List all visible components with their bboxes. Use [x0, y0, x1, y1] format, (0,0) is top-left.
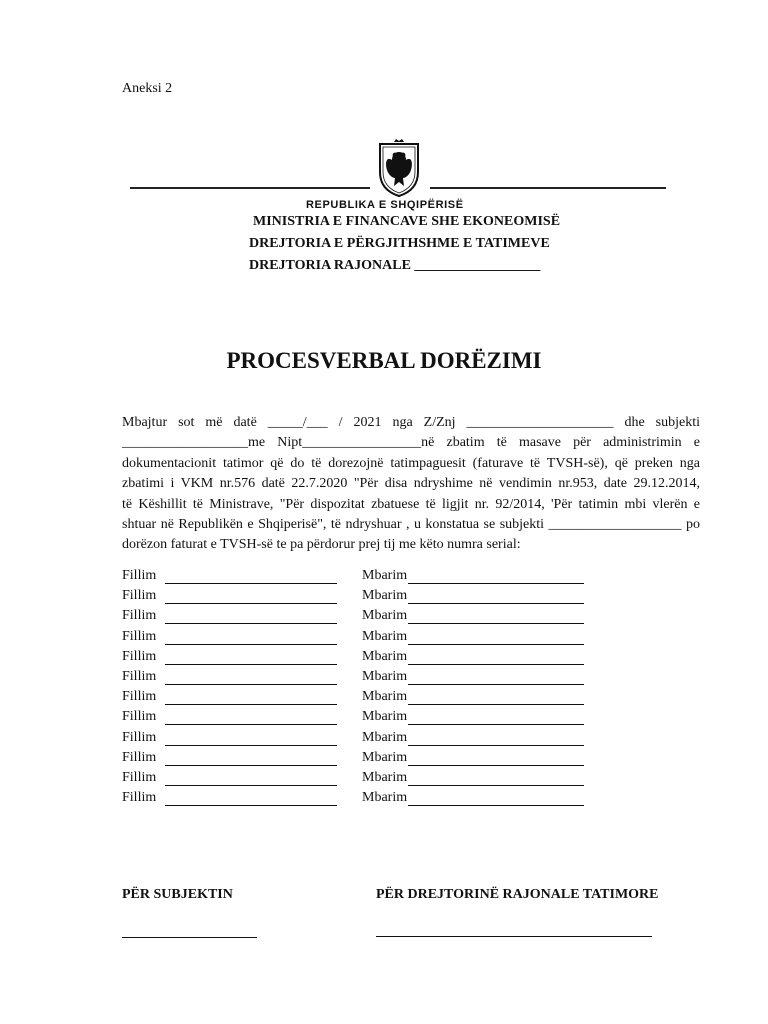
start-label: Fillim — [122, 668, 157, 684]
coat-of-arms-icon — [374, 138, 424, 198]
start-label: Fillim — [122, 769, 157, 785]
start-blank-line — [165, 664, 337, 665]
body-paragraph — [122, 413, 700, 556]
body-line: dokumentacionit tatimor që do të dorezojnë tatimpaguesit (faturave të TVSH-së), që preken nga — [122, 455, 700, 471]
directorate-name: DREJTORIA E PËRGJITHSHME E TATIMEVE — [249, 236, 550, 251]
body-line: dorëzon faturat e TVSH-së te pa përdorur prej tij me këto numra serial: — [122, 537, 521, 553]
start-blank-line — [165, 583, 337, 584]
end-blank-line — [408, 684, 584, 685]
end-blank-line — [408, 704, 584, 705]
end-label: Mbarim — [362, 729, 408, 745]
end-label: Mbarim — [362, 588, 408, 604]
regional-office-signature-line — [376, 936, 652, 937]
end-label: Mbarim — [362, 749, 408, 765]
end-blank-line — [408, 644, 584, 645]
subject-signature-label: PËR SUBJEKTIN — [122, 887, 233, 902]
start-label: Fillim — [122, 628, 157, 644]
end-label: Mbarim — [362, 568, 408, 583]
end-blank-line — [408, 603, 584, 604]
annex-label: Aneksi 2 — [122, 81, 173, 96]
start-blank-line — [165, 603, 337, 604]
end-label: Mbarim — [362, 608, 408, 624]
header-rule-left — [130, 187, 370, 189]
end-label: Mbarim — [362, 668, 408, 684]
start-blank-line — [165, 644, 337, 645]
start-label: Fillim — [122, 709, 157, 725]
end-blank-line — [408, 805, 584, 806]
end-blank-line — [408, 724, 584, 725]
body-line: të Këshillit të Ministrave, "Për dispozitat zbatuese të ligjit nr. 92/2014, 'Për tatimin mbi vlerën e — [122, 496, 700, 512]
start-blank-line — [165, 724, 337, 725]
start-label: Fillim — [122, 790, 157, 806]
start-label: Fillim — [122, 689, 157, 705]
end-label: Mbarim — [362, 769, 408, 785]
start-blank-line — [165, 805, 337, 806]
subject-signature-line — [122, 937, 257, 938]
end-blank-line — [408, 745, 584, 746]
start-label: Fillim — [122, 648, 157, 664]
header-rule-right — [430, 187, 666, 189]
start-blank-line — [165, 745, 337, 746]
start-blank-line — [165, 684, 337, 685]
start-label: Fillim — [122, 729, 157, 745]
end-blank-line — [408, 664, 584, 665]
body-line: shtuar në Republikën e Shqiperisë", të ndryshuar , u konstatua se subjekti ___________________ po — [122, 516, 700, 532]
regional-office-signature-label: PËR DREJTORINË RAJONALE TATIMORE — [376, 887, 659, 902]
end-label: Mbarim — [362, 790, 408, 806]
end-label: Mbarim — [362, 628, 408, 644]
start-blank-line — [165, 704, 337, 705]
body-line: zbatimi i VKM nr.576 datë 22.7.2020 "Për disa ndryshime në vendimin nr.953, date 29.12.2014, — [122, 476, 700, 492]
start-blank-line — [165, 785, 337, 786]
start-blank-line — [165, 765, 337, 766]
ministry-name: MINISTRIA E FINANCAVE SHE EKONEOMISË — [253, 214, 561, 229]
start-label: Fillim — [122, 749, 157, 765]
end-blank-line — [408, 623, 584, 624]
end-label: Mbarim — [362, 648, 408, 664]
start-label: Fillim — [122, 568, 157, 583]
end-blank-line — [408, 583, 584, 584]
start-label: Fillim — [122, 608, 157, 624]
end-blank-line — [408, 785, 584, 786]
republic-label: REPUBLIKA E SHQIPËRISË — [306, 199, 464, 211]
start-label: Fillim — [122, 588, 157, 604]
end-label: Mbarim — [362, 689, 408, 705]
body-line: Mbajtur sot më datë _____/___ / 2021 nga Z/Znj _____________________ dhe subjekti — [122, 415, 700, 430]
start-blank-line — [165, 623, 337, 624]
end-label: Mbarim — [362, 709, 408, 725]
page-title: PROCESVERBAL DORËZIMI — [226, 348, 542, 373]
body-line: __________________me Nipt_________________në zbatim të masave për administrimin e — [122, 435, 700, 451]
end-blank-line — [408, 765, 584, 766]
regional-directorate-field: DREJTORIA RAJONALE __________________ — [249, 258, 541, 273]
